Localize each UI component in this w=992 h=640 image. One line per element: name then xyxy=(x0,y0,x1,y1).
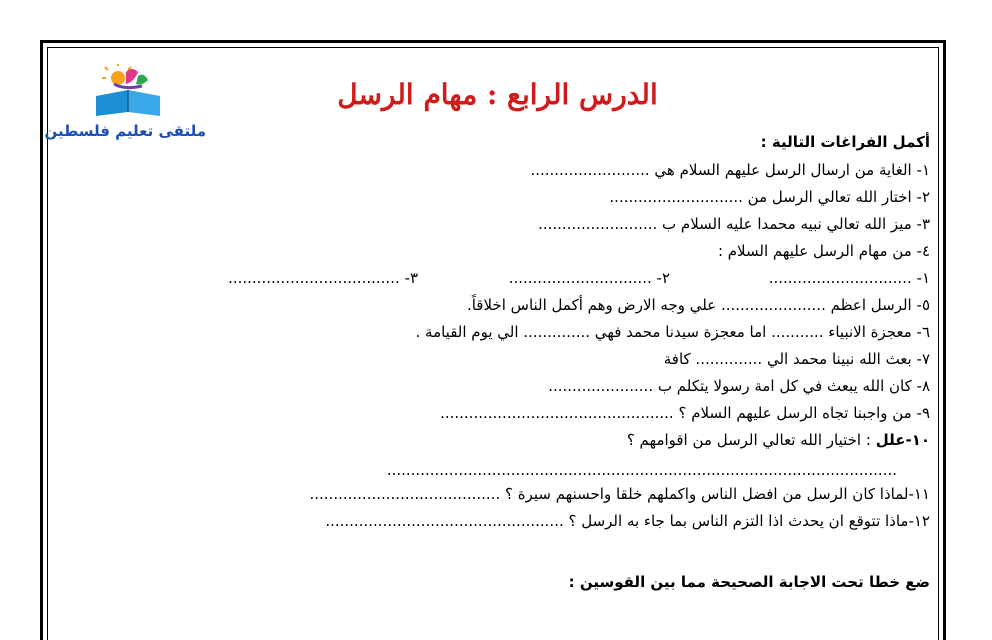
question-keyword: علل xyxy=(875,431,906,449)
question-text: من مهام الرسل عليهم السلام : xyxy=(717,242,912,260)
question-text: معجزة الانبياء ........... اما معجزة سيدنا محمد فهي .............. الي يوم القيامة . xyxy=(415,323,912,341)
blank-dots: .................................... xyxy=(228,269,400,287)
question-8 xyxy=(548,376,930,396)
blank-dots: .............................. xyxy=(508,269,652,287)
question-number: ١٠- xyxy=(905,431,930,449)
question-4 xyxy=(718,241,930,261)
question-7 xyxy=(664,349,930,369)
q4-blank-2 xyxy=(509,268,670,288)
book-sun-icon xyxy=(56,64,206,124)
question-text: من واجبنا تجاه الرسل عليهم السلام ؟ ................................................. xyxy=(440,404,912,422)
question-12: ١٢-ماذا تتوقع ان يحدث اذا التزم الناس بما جاء به الرسل ؟ .................................................. xyxy=(325,512,930,530)
q10-answer-line: ........................................................................................................... xyxy=(386,461,897,479)
question-number: ٢- xyxy=(916,188,930,206)
question-number: ١- xyxy=(916,161,930,179)
question-number: ٨- xyxy=(916,377,930,395)
question-number: ٦- xyxy=(916,323,930,341)
section2-heading: ضع خطا تحت الاجابة الصحيحة مما بين القوسين : xyxy=(568,573,930,591)
blank-number: ١- xyxy=(916,269,930,287)
q4-blank-3 xyxy=(228,268,418,288)
question-6 xyxy=(416,322,931,342)
question-1 xyxy=(530,160,930,180)
question-2 xyxy=(609,187,930,207)
question-11: ١١-لماذا كان الرسل من افضل الناس واكملهم خلقا واحسنهم سيرة ؟ ........................................ xyxy=(309,485,930,503)
page-title: الدرس الرابع : مهام الرسل xyxy=(337,78,658,111)
blank-dots: .............................. xyxy=(768,269,912,287)
question-9 xyxy=(440,403,930,423)
question-5 xyxy=(467,295,930,315)
question-number: ٥- xyxy=(916,296,930,314)
question-text: : اختيار الله تعالي الرسل من اقوامهم ؟ xyxy=(626,431,871,449)
question-number: ٤- xyxy=(916,242,930,260)
question-3 xyxy=(538,214,930,234)
logo-text: ملتقى تعليم فلسطين xyxy=(44,122,206,140)
section-heading: أكمل الفراغات التالية : xyxy=(760,133,930,151)
question-text: كان الله يبعث في كل امة رسولا يتكلم ب ...................... xyxy=(548,377,912,395)
question-number: ٣- xyxy=(916,215,930,233)
question-number: ٧- xyxy=(916,350,930,368)
question-text: بعث الله نبينا محمد الي .............. كافة xyxy=(663,350,912,368)
logo xyxy=(44,64,206,144)
question-number: ٩- xyxy=(916,404,930,422)
q4-blank-1 xyxy=(769,268,930,288)
question-10 xyxy=(627,430,930,450)
blank-number: ٢- xyxy=(656,269,670,287)
question-text: الرسل اعظم ...................... علي وجه الارض وهم أكمل الناس اخلاقاً. xyxy=(466,296,912,314)
question-text: اختار الله تعالي الرسل من ............................ xyxy=(609,188,912,206)
question-text: ميز الله تعالي نبيه محمدا عليه السلام ب ......................... xyxy=(538,215,912,233)
blank-number: ٣- xyxy=(404,269,418,287)
question-text: الغاية من ارسال الرسل عليهم السلام هي ......................... xyxy=(530,161,912,179)
